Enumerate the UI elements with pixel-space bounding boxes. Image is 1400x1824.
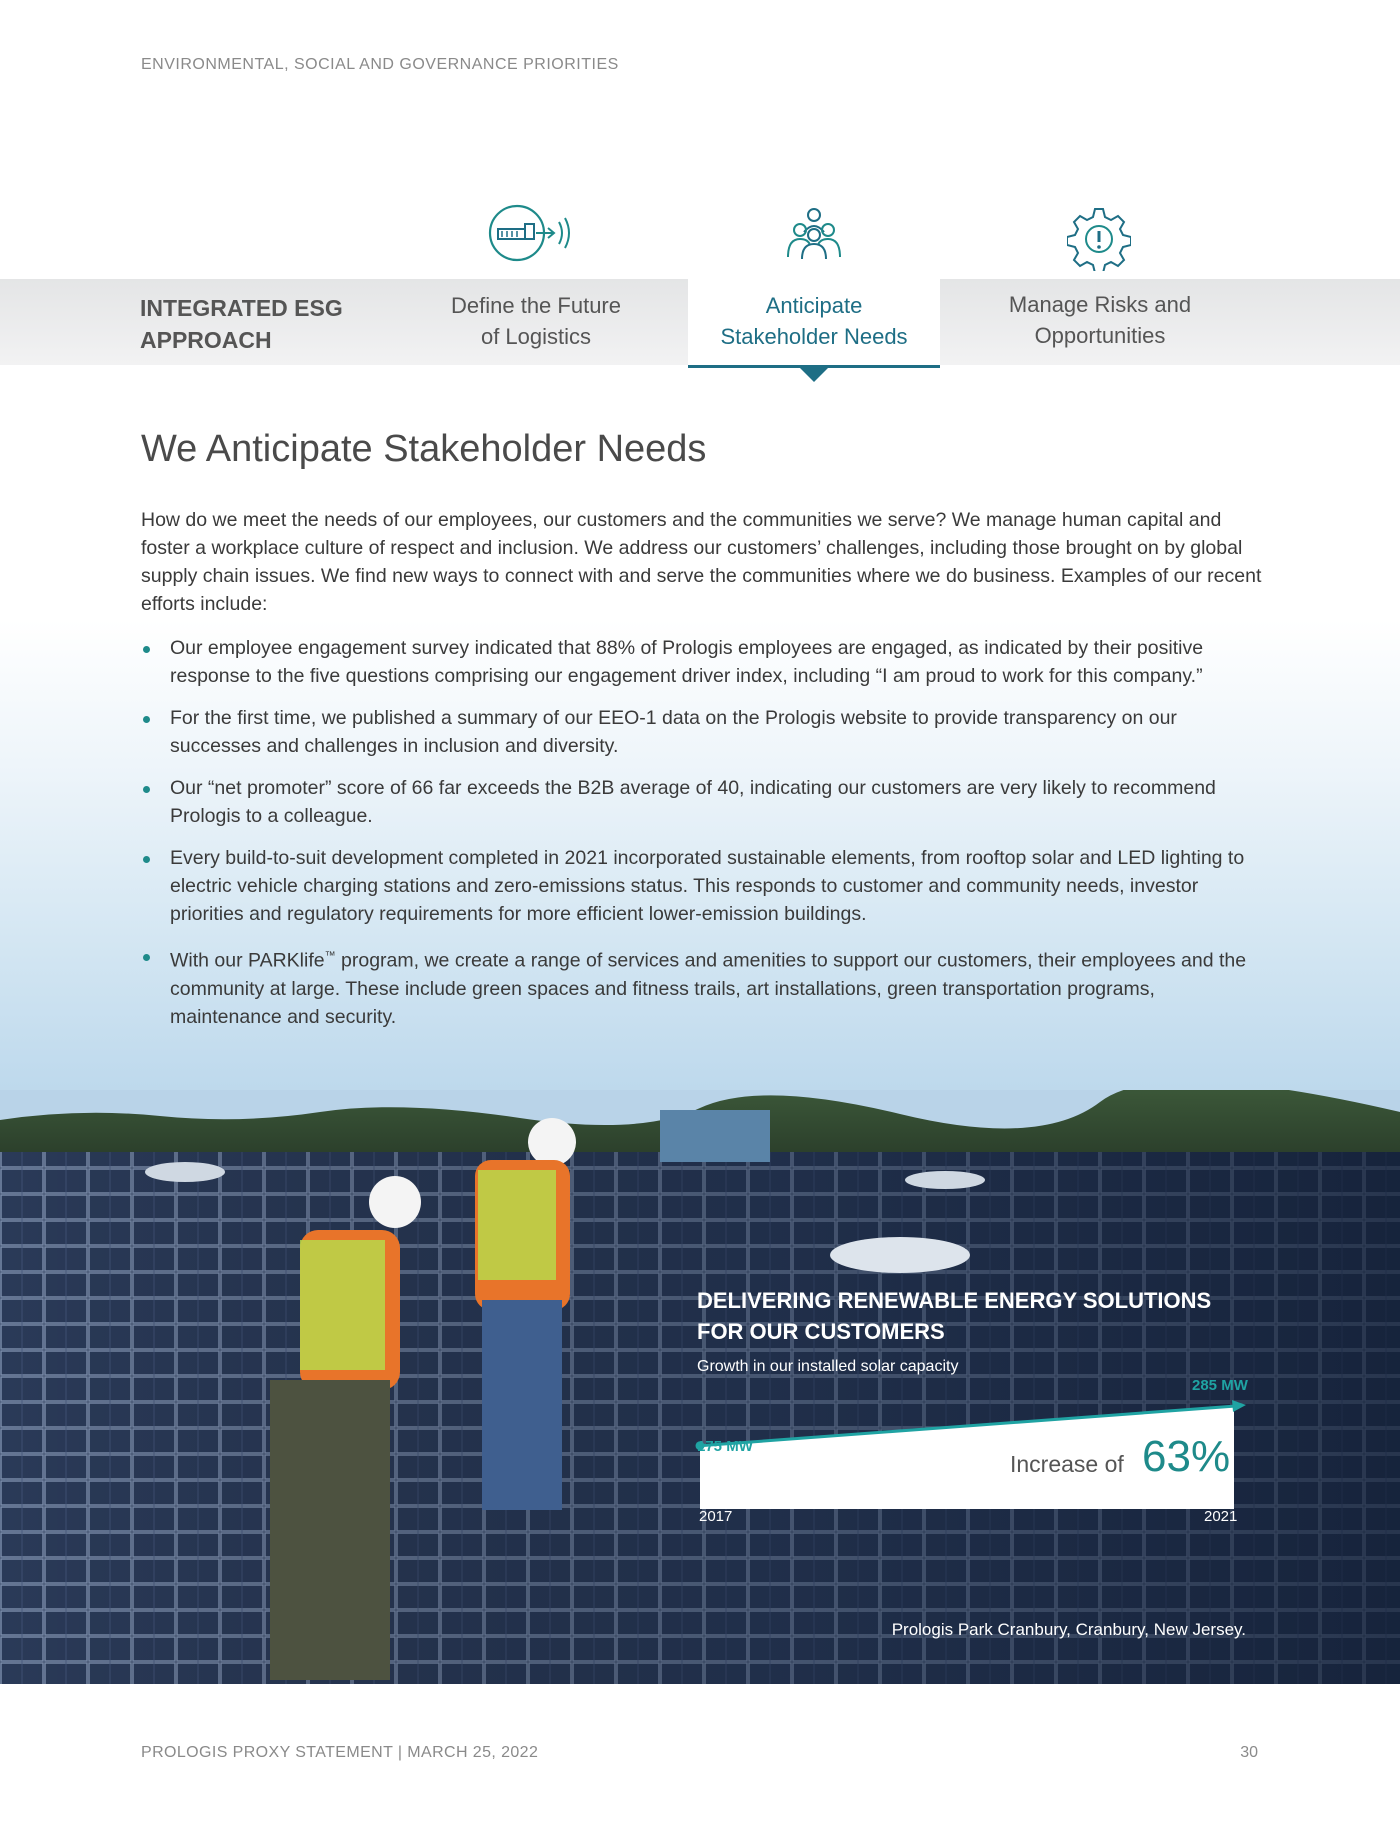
increase-value: 63% xyxy=(1142,1432,1231,1481)
photo-caption: Prologis Park Cranbury, Cranbury, New Jersey. xyxy=(891,1620,1246,1639)
active-tab-pointer xyxy=(798,366,830,382)
bullet-icon xyxy=(143,646,150,653)
list-item: Our “net promoter” score of 66 far exceeds the B2B average of 40, indicating our customers are very likely to recommend Prologis to a colleague. xyxy=(141,774,1271,830)
tab-manage-risks[interactable]: Manage Risks and Opportunities xyxy=(1008,292,1192,348)
increase-label: Increase of xyxy=(1010,1451,1124,1477)
tab-anticipate-needs[interactable]: Anticipate Stakeholder Needs xyxy=(688,279,940,368)
section-label: ENVIRONMENTAL, SOCIAL AND GOVERNANCE PRIORITIES xyxy=(141,56,619,73)
bullet-icon xyxy=(143,856,150,863)
worker-figure xyxy=(475,1118,576,1510)
footer-text: PROLOGIS PROXY STATEMENT | MARCH 25, 2022 xyxy=(141,1744,539,1761)
chart-title: DELIVERING RENEWABLE ENERGY SOLUTIONS FOR OUR CUSTOMERS xyxy=(697,1288,1212,1344)
truck-delivery-icon xyxy=(487,203,587,263)
gear-alert-icon xyxy=(1067,207,1131,271)
tick-label-2017: 2017 xyxy=(699,1508,733,1525)
tab-define-future[interactable]: Define the Future of Logistics xyxy=(451,293,621,349)
bullet-icon xyxy=(143,716,150,723)
tick-label-2021: 2021 xyxy=(1204,1508,1238,1525)
list-item: Every build-to-suit development completed in 2021 incorporated sustainable elements, from rooftop solar and LED lighting to electric vehicle charging stations and zero-emissions status. This responds to customer and community needs, investor priorities and regulatory requirements for more efficient lower-emission buildings. xyxy=(141,844,1271,928)
list-item: Our employee engagement survey indicated that 88% of Prologis employees are engaged, as indicated by their positive response to the five questions comprising our engagement driver index, including “I am proud to work for this company.” xyxy=(141,634,1271,690)
chart-subtitle: Growth in our installed solar capacity xyxy=(697,1358,959,1375)
bullet-icon xyxy=(143,954,150,961)
data-point-2021-arrow xyxy=(1232,1400,1246,1412)
intro-paragraph: How do we meet the needs of our employees, our customers and the communities we serve? We manage human capital and foster a workplace culture of respect and inclusion. We address our customers’ challenges, including those brought on by global supply chain issues. We find new ways to connect with and serve the communities where we do business. Examples of our recent efforts include: xyxy=(141,509,1262,615)
list-item: With our PARKlife™ program, we create a range of services and amenities to support our customers, their employees and the community at large. These include green spaces and fitness trails, art installations, green transportation programs, maintenance and security. xyxy=(141,942,1271,1031)
list-item: For the first time, we published a summary of our EEO-1 data on the Prologis website to provide transparency on our successes and challenges in inclusion and diversity. xyxy=(141,704,1271,760)
esg-approach-label: INTEGRATED ESG APPROACH xyxy=(140,295,343,353)
data-label-2021: 285 MW xyxy=(1192,1377,1248,1394)
page-number: 30 xyxy=(1240,1744,1258,1761)
people-group-icon xyxy=(780,205,848,265)
efforts-list xyxy=(141,634,1271,1045)
page-title: We Anticipate Stakeholder Needs xyxy=(141,428,707,470)
bullet-icon xyxy=(143,786,150,793)
data-label-2017: 175 MW xyxy=(697,1438,753,1455)
